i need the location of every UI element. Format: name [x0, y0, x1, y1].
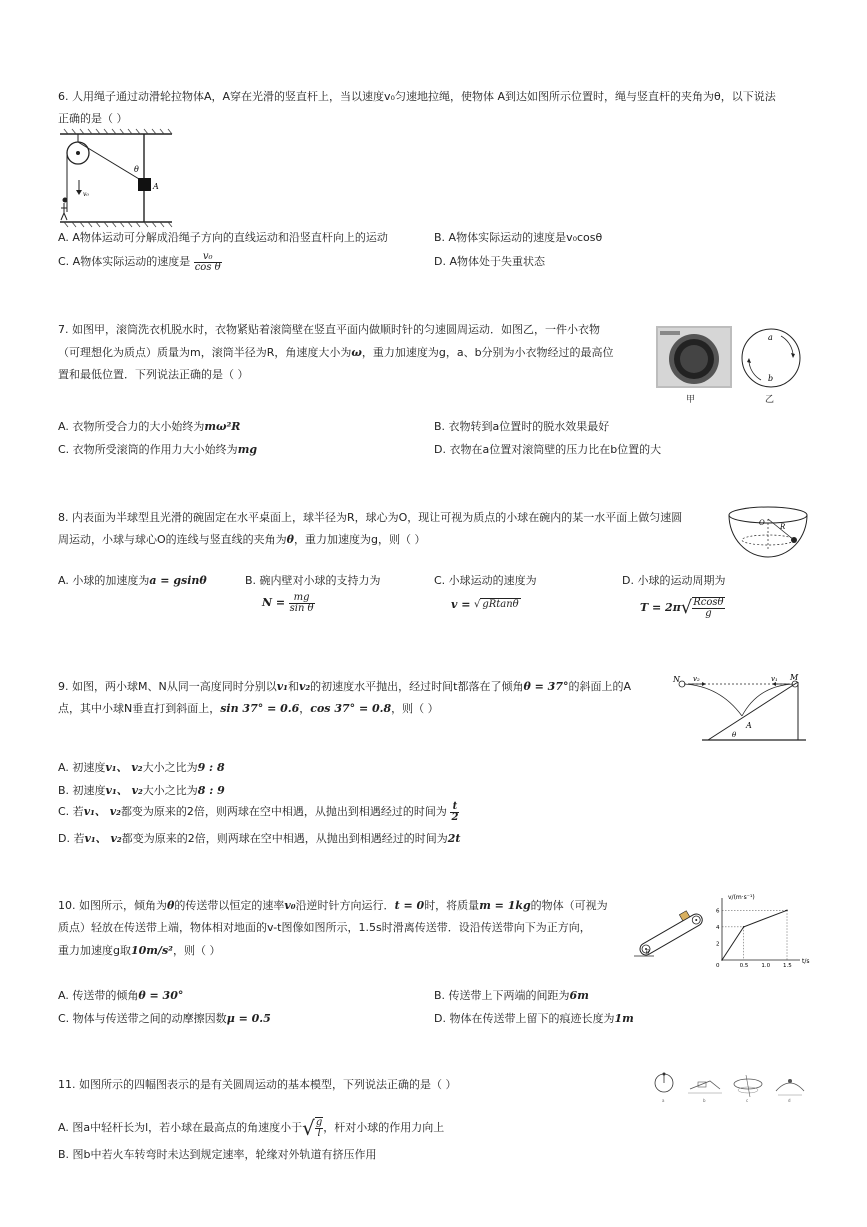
q10-l1-g: 时，将质量	[424, 899, 480, 912]
q10-l1-a: 10. 如图所示，倾角为	[58, 899, 167, 912]
q9-option-d	[58, 831, 460, 847]
q11-a-radical: √	[302, 1116, 315, 1140]
q6-stem-line1: 6. 人用绳子通过动滑轮拉物体A，A穿在光滑的竖直杆上，当以速度v₀匀速地拉绳，使物体 A到达如图所示位置时，绳与竖直杆的夹角为θ，以下说法	[58, 90, 776, 103]
q9-l1-c: 的初速度水平抛出，经过时间t都落在了倾角	[310, 680, 524, 693]
q8-option-b-fraction	[289, 593, 315, 614]
q9-c-num: t	[450, 802, 459, 813]
q9-l1-v2: v₂	[298, 680, 311, 693]
q7-washer-photo	[656, 326, 732, 388]
q9-stem-line2	[58, 701, 439, 717]
q9-l1-d: θ = 37°	[523, 680, 569, 693]
q8-option-c-sqrt: √ gRtanθ	[473, 599, 519, 610]
q10-b-pre: B. 传送带上下两端的间距为	[434, 989, 570, 1002]
q8-stem-line2-a: 周运动，小球与球心O的连线与竖直线的夹角为	[58, 533, 287, 546]
q7-stem-line2-a: （可理想化为质点）质量为m，滚筒半径为R，角速度大小为	[58, 346, 352, 359]
q9-a-v: v₁、 v₂	[105, 761, 143, 774]
q11-four-figures	[650, 1071, 810, 1105]
q10-a-pre: A. 传送带的倾角	[58, 989, 139, 1002]
q10-l3-c: ，则（ ）	[172, 944, 221, 957]
q9-l2-e: ，则（ ）	[391, 702, 439, 715]
q6-label-theta: θ	[134, 165, 139, 174]
q11-figure-c	[734, 1075, 762, 1103]
chart-y-tick-label: 2	[716, 941, 720, 948]
q8-option-c: C. 小球运动的速度为	[434, 574, 537, 587]
q6-pulley-figure	[58, 128, 176, 228]
q11-figure-b	[688, 1081, 722, 1103]
q7-stem-line2	[58, 345, 614, 361]
q9-label-v2: v₂	[693, 675, 700, 683]
q8-option-b-formula	[262, 592, 315, 614]
q7-option-a	[58, 419, 240, 435]
q8-option-a	[58, 573, 207, 589]
q8-label-R: R	[780, 523, 786, 531]
svg-text:b: b	[703, 1098, 706, 1103]
q9-b-v: v₁、 v₂	[105, 784, 143, 797]
q11-option-b: B. 图b中若火车转弯时未达到规定速率，轮缘对外轨道有挤压作用	[58, 1148, 377, 1161]
svg-text:c: c	[746, 1098, 749, 1103]
q7-stem-line2-c: ，重力加速度为g，a、b分别为小衣物经过的最高位	[361, 346, 614, 359]
q9-incline-figure	[672, 672, 808, 744]
q6-stem-line2: 正确的是（ ）	[58, 112, 128, 125]
chart-y-tick-label: 6	[716, 908, 720, 915]
q9-label-N: N	[673, 675, 680, 684]
q11-a-suffix: ，杆对小球的作用力向上	[323, 1121, 445, 1134]
q9-d-v: v₁、 v₂	[84, 832, 122, 845]
q10-stem-line1	[58, 898, 608, 914]
q9-stem-line1	[58, 679, 631, 695]
q6-option-c-num: v₀	[194, 252, 222, 263]
q7-option-b: B. 衣物转到a位置时的脱水效果最好	[434, 420, 610, 433]
q7-option-d: D. 衣物在a位置对滚筒壁的压力比在b位置的大	[434, 443, 662, 456]
q9-l1-a: 9. 如图，两小球M、N从同一高度同时分别以	[58, 680, 277, 693]
q10-option-c	[58, 1011, 271, 1027]
q10-conveyor-figure	[632, 906, 708, 960]
q7-option-c-math: mg	[237, 443, 258, 456]
q9-a-pre: A. 初速度	[58, 761, 106, 774]
q8-option-b-lhs: N =	[262, 596, 286, 609]
q6-option-c-fraction	[194, 252, 222, 273]
q9-c-fraction	[450, 802, 459, 823]
q7-caption-jia: 甲	[686, 395, 696, 405]
q8-option-d-num: Rcosθ	[693, 597, 724, 608]
q9-label-theta: θ	[732, 731, 737, 739]
q6-label-v0: v₀	[83, 191, 89, 198]
chart-x-tick-label: 0	[716, 963, 720, 969]
chart-series-line	[722, 910, 787, 960]
q9-d-pre: D. 若	[58, 832, 85, 845]
q9-label-M: M	[790, 673, 799, 682]
q7-circle-diagram	[739, 326, 803, 390]
q11-a-den: l	[317, 1128, 321, 1139]
q10-label-theta: θ	[646, 949, 650, 956]
q10-l1-c: 的传送带以恒定的速率	[174, 899, 285, 912]
q8-option-a-math: a = gsinθ	[149, 574, 207, 587]
q8-option-b-den: sin θ	[289, 602, 314, 614]
q10-l3-b: 10m/s²	[130, 944, 173, 957]
q7-option-c	[58, 442, 257, 458]
chart-y-axis-label: v/(m·s⁻¹)	[728, 894, 755, 901]
q8-option-a-text: A. 小球的加速度为	[58, 574, 150, 587]
q6-option-d: D. A物体处于失重状态	[434, 255, 545, 268]
q7-label-b: b	[768, 374, 774, 383]
q8-option-c-formula	[451, 595, 521, 615]
q6-option-b: B. A物体实际运动的速度是v₀cosθ	[434, 231, 603, 244]
q9-c-den: 2	[451, 811, 459, 823]
q6-option-a: A. A物体运动可分解成沿绳子方向的直线运动和沿竖直杆向上的运动	[58, 231, 388, 244]
q9-c-pre: C. 若	[58, 805, 84, 818]
q8-label-O: O	[759, 519, 765, 527]
q7-option-a-math: mω²R	[204, 420, 241, 433]
q9-l2-a: 点，其中小球N垂直打到斜面上，	[58, 702, 221, 715]
q9-l1-e: 的斜面上的A	[568, 680, 632, 693]
q8-option-d-den: g	[705, 608, 712, 619]
q10-l3-a: 重力加速度g取	[58, 944, 131, 957]
q7-option-c-text: C. 衣物所受滚筒的作用力大小始终为	[58, 443, 238, 456]
q7-omega: ω	[351, 346, 362, 359]
q9-c-v: v₁、 v₂	[83, 805, 121, 818]
q9-l2-d: cos 37° = 0.8	[310, 702, 392, 715]
q9-a-mid: 大小之比为	[142, 761, 198, 774]
q9-l2-b: sin 37° = 0.6	[220, 702, 300, 715]
chart-data-point	[743, 926, 745, 928]
q9-b-mid: 大小之比为	[142, 784, 198, 797]
q10-l1-b: θ	[167, 899, 175, 912]
q9-label-A: A	[746, 721, 752, 730]
chart-data-point	[721, 959, 723, 961]
q8-bowl-figure	[726, 503, 810, 561]
q11-a-num: g	[315, 1117, 323, 1128]
q8-option-d-lhs: T = 2π	[640, 601, 681, 614]
chart-plot-area	[716, 898, 800, 969]
q8-stem-line2-c: ，重力加速度为g，则（ ）	[294, 533, 426, 546]
q9-a-ratio: 9 : 8	[197, 761, 225, 774]
q10-c-pre: C. 物体与传送带之间的动摩擦因数	[58, 1012, 227, 1025]
svg-text:d: d	[788, 1098, 791, 1103]
q10-l1-e: 沿逆时针方向运行．	[295, 899, 395, 912]
q8-option-b: B. 碗内壁对小球的支持力为	[245, 574, 381, 587]
q9-b-ratio: 8 : 9	[197, 784, 225, 797]
q9-c-mid: 都变为原来的2倍，则两球在空中相遇，从抛出到相遇经过的时间为	[120, 805, 447, 818]
q8-option-c-radicand: gRtanθ	[482, 599, 519, 610]
q9-option-c	[58, 801, 459, 823]
q7-stem-line3: 置和最低位置．下列说法正确的是（ ）	[58, 368, 249, 381]
q8-stem-line2	[58, 532, 426, 548]
q10-d-pre: D. 物体在传送带上留下的痕迹长度为	[434, 1012, 615, 1025]
q10-stem-line3	[58, 943, 220, 959]
q9-d-mid: 都变为原来的2倍，则两球在空中相遇，从抛出到相遇经过的时间为	[121, 832, 448, 845]
q9-d-math: 2t	[447, 832, 461, 845]
q10-l1-f: t = 0	[394, 899, 425, 912]
q8-option-d-formula	[640, 594, 725, 622]
chart-x-tick-label: 1.5	[783, 963, 792, 969]
q10-option-b	[434, 988, 589, 1004]
q10-a-math: θ = 30°	[138, 989, 184, 1002]
q10-option-a	[58, 988, 183, 1004]
q10-l1-h: m = 1kg	[479, 899, 531, 912]
q8-option-d-radical: √	[680, 597, 693, 618]
q11-figure-a	[655, 1073, 673, 1104]
chart-x-axis-label: t/s	[802, 958, 810, 965]
q11-option-a	[58, 1115, 444, 1141]
q9-l1-v1: v₁	[276, 680, 288, 693]
q9-l2-c: ，	[299, 702, 311, 715]
q7-stem-line1: 7. 如图甲，滚筒洗衣机脱水时，衣物紧贴着滚筒壁在竖直平面内做顺时针的匀速圆周运动．如图乙，一件小衣物	[58, 323, 600, 336]
q8-option-d-fraction	[692, 597, 724, 619]
q10-l1-i: 的物体（可视为	[530, 899, 608, 912]
q8-option-b-num: mg	[289, 593, 315, 604]
q6-label-A: A	[153, 182, 159, 191]
q8-stem-line1: 8. 内表面为半球型且光滑的碗固定在水平桌面上，球半径为R，球心为O，现让可视为质点的小球在碗内的某一水平面上做匀速圆	[58, 511, 683, 524]
q6-option-c-den: cos θ	[194, 261, 221, 273]
q6-option-c-text: C. A物体实际运动的速度是	[58, 255, 191, 268]
chart-x-tick-label: 0.5	[739, 963, 749, 969]
q10-option-d	[434, 1011, 634, 1027]
q11-a-pre: A. 图a中轻杆长为l，若小球在最高点的角速度小于	[58, 1121, 303, 1134]
q9-option-a	[58, 760, 225, 776]
q7-option-a-text: A. 衣物所受合力的大小始终为	[58, 420, 205, 433]
q11-figure-d	[776, 1079, 804, 1103]
q9-l1-b: 和	[287, 680, 299, 693]
q6-option-c	[58, 251, 222, 273]
q10-b-math: 6m	[569, 989, 589, 1002]
q10-l1-d: v₀	[284, 899, 296, 912]
q7-label-a: a	[768, 333, 773, 342]
q10-stem-line2: 质点）轻放在传送带上端，物体相对地面的v-t图像如图所示，1.5s时滑离传送带．设沿传送带向下为正方向，	[58, 921, 591, 934]
q10-vt-chart	[712, 890, 810, 970]
q8-theta: θ	[286, 533, 295, 546]
q9-label-v1: v₁	[771, 675, 778, 683]
q8-option-c-lhs: v =	[451, 598, 471, 611]
q10-d-math: 1m	[614, 1012, 634, 1025]
q8-option-d: D. 小球的运动周期为	[622, 574, 726, 587]
chart-x-tick-label: 1.0	[761, 963, 771, 969]
q7-caption-yi: 乙	[765, 395, 775, 405]
q9-b-pre: B. 初速度	[58, 784, 106, 797]
chart-data-point	[786, 909, 788, 911]
chart-y-tick-label: 4	[716, 924, 720, 931]
q11-stem: 11. 如图所示的四幅图表示的是有关圆周运动的基本模型，下列说法正确的是（ ）	[58, 1078, 457, 1091]
q10-c-math: μ = 0.5	[226, 1012, 271, 1025]
svg-text:a: a	[662, 1098, 665, 1103]
q9-option-b	[58, 783, 225, 799]
